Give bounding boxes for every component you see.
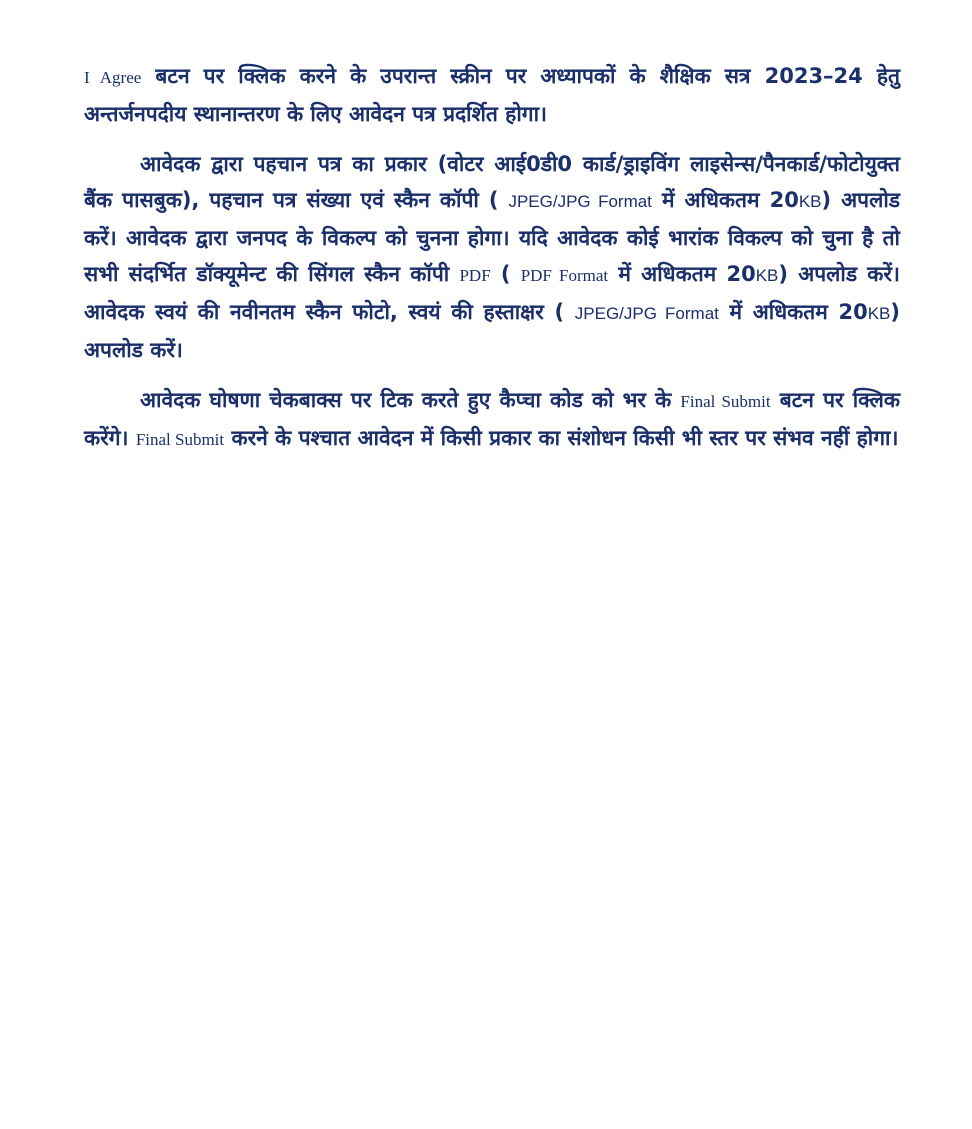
kb-unit: KB [867,304,891,323]
final-submit-label: Final Submit [135,430,225,449]
format-label: JPEG/JPG Format [574,304,719,323]
kb-unit: KB [755,266,779,285]
click-text: बटन पर क्लिक करेंगे। [84,388,900,450]
i-agree-text: I Agree [84,68,142,87]
paragraph-intro [84,58,900,132]
photo-signature-text: ) अपलोड करें। आवेदक स्वयं की नवीनतम स्कैन फोटो, स्वयं की हस्ताक्षर ( [84,262,900,324]
max-size-text: में अधिकतम 20 [651,188,799,212]
paren-text: ( [490,262,521,286]
pdf-format-label: PDF Format [520,266,609,285]
max-size-text: में अधिकतम 20 [608,262,756,286]
declaration-text: आवेदक घोषणा चेकबाक्स पर टिक करते हुए कैप्चा कोड को भर के [140,388,681,412]
kb-unit: KB [798,192,822,211]
district-option-text: ) अपलोड करें। आवेदक द्वारा जनपद के विकल्प को चुनना होगा। यदि आवेदक कोई भारांक विकल्प को चुना है तो सभी संदर्भित डॉक्यूमेन्ट की सिंगल स्कैन कॉपी [84,188,901,286]
format-label: JPEG/JPG Format [508,192,652,211]
no-modification-text: करने के पश्चात आवेदन में किसी प्रकार का संशोधन किसी भी स्तर पर संभव नहीं होगा। [224,426,899,450]
id-proof-text: आवेदक द्वारा पहचान पत्र का प्रकार (वोटर आई0डी0 कार्ड/ड्राइविंग लाइसेन्स/पैनकार्ड/फोटोयुक्त बैंक पासबुक), पहचान पत्र संख्या एवं स्कैन कॉपी ( [84,152,900,212]
max-size-text: में अधिकतम 20 [718,300,868,324]
intro-text: बटन पर क्लिक करने के उपरान्त स्क्रीन पर अध्यापकों के शैक्षिक सत्र 2023–24 हेतु अन्तर्जनपदीय स्थानान्तरण के लिए आवेदन पत्र प्रदर्शित होगा। [84,64,900,126]
final-submit-label: Final Submit [680,392,771,411]
document-page [84,58,900,472]
paragraph-upload-instructions [84,146,900,368]
upload-end-text: ) अपलोड करें। [84,300,901,362]
pdf-label: PDF [459,266,491,285]
paragraph-final-submit [84,382,900,458]
